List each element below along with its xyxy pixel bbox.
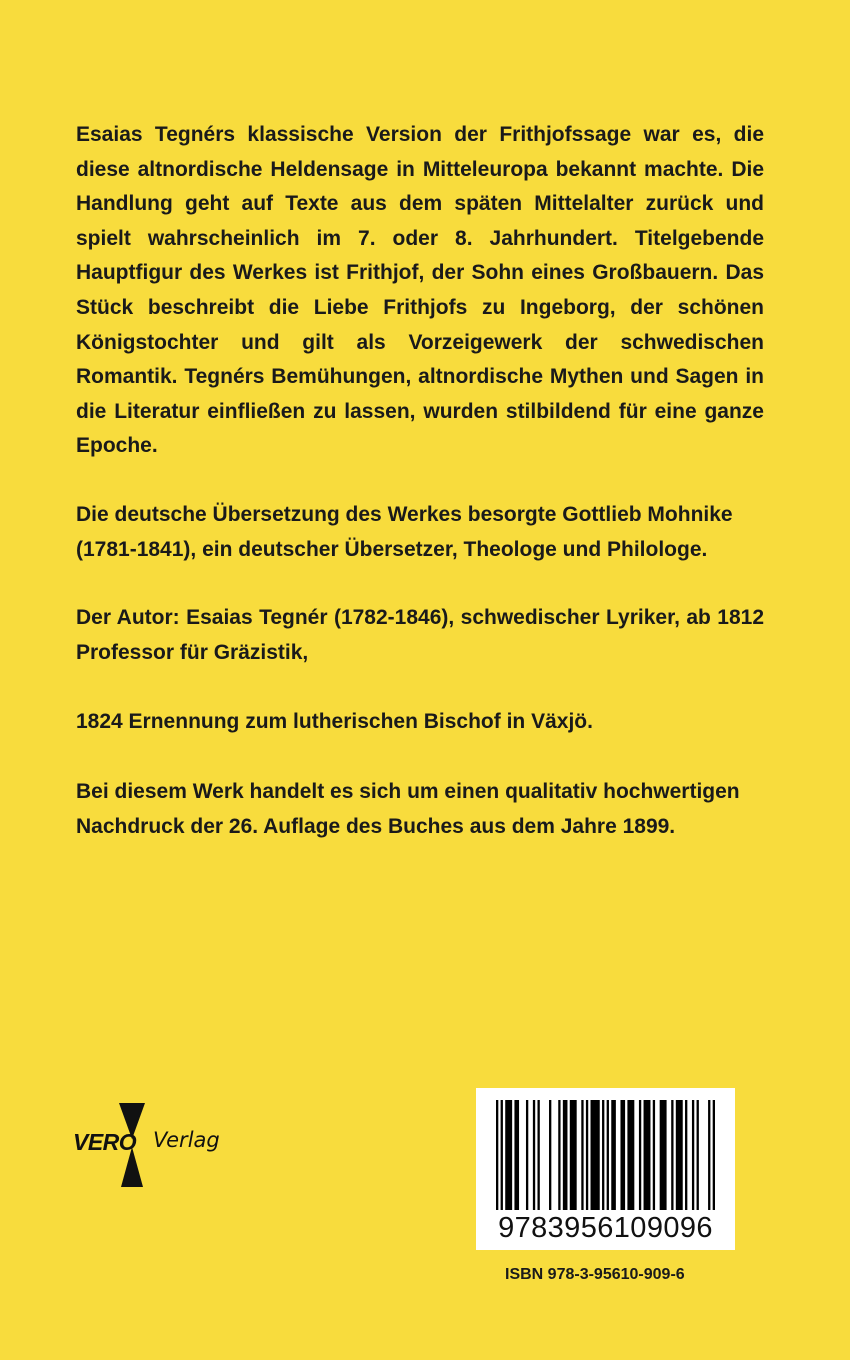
barcode-bar	[620, 1100, 625, 1210]
barcode-bar	[611, 1100, 616, 1210]
barcode-bar	[685, 1100, 687, 1210]
barcode-bar	[526, 1100, 528, 1210]
barcode-bar	[501, 1100, 503, 1210]
barcode-bars	[496, 1100, 715, 1210]
publisher-logo-verlag: Verlag	[153, 1128, 220, 1152]
barcode-bar	[671, 1100, 673, 1210]
blurb-paragraph-bishop: 1824 Ernennung zum lutherischen Bischof in Växjö.	[76, 710, 593, 734]
barcode-bar	[602, 1100, 604, 1210]
blurb-text	[76, 118, 764, 844]
barcode-bar	[549, 1100, 551, 1210]
barcode-bar	[581, 1100, 583, 1210]
barcode-bar	[653, 1100, 655, 1210]
barcode-bar	[697, 1100, 699, 1210]
barcode-bar	[644, 1100, 651, 1210]
barcode-bar	[708, 1100, 710, 1210]
barcode-bar	[496, 1100, 498, 1210]
barcode-bar	[533, 1100, 535, 1210]
barcode-digits: 9783956109096	[498, 1212, 713, 1244]
barcode-bar	[660, 1100, 667, 1210]
barcode-bar	[505, 1100, 512, 1210]
barcode-bar	[570, 1100, 577, 1210]
barcode-bar	[692, 1100, 694, 1210]
blurb-paragraph-synopsis: Esaias Tegnérs klassische Version der Frithjofssage war es, die diese altnordische Heldensage in Mitteleuropa bekannt machte. Die Handlung geht auf Texte aus dem späten Mittelalter zurück und spielt wahrscheinlich im 7. oder 8. Jahrhundert. Titelgebende Hauptfigur des Werkes ist Frithjof, der Sohn eines Großbauern. Das Stück beschreibt die Liebe Frithjofs zu Ingeborg, der schönen Königstochter und gilt als Vorzeigewerk der schwedischen Romantik. Tegnérs Bemühungen, altnordische Mythen und Sagen in die Literatur einfließen zu lassen, wurden stilbildend für eine ganze Epoche.	[76, 123, 764, 458]
barcode-bar	[586, 1100, 588, 1210]
barcode-bar	[563, 1100, 568, 1210]
barcode-bar	[591, 1100, 600, 1210]
barcode-bar	[627, 1100, 634, 1210]
publisher-logo	[73, 1103, 220, 1187]
barcode	[476, 1088, 735, 1250]
barcode-bar	[639, 1100, 641, 1210]
barcode-bar	[537, 1100, 539, 1210]
blurb-paragraph-author: Der Autor: Esaias Tegnér (1782-1846), schwedischer Lyriker, ab 1812 Professor für Gräzistik,	[76, 606, 764, 664]
blurb-paragraph-translation: Die deutsche Übersetzung des Werkes besorgte Gottlieb Mohnike (1781-1841), ein deutscher Übersetzer, Theologe und Philologe.	[76, 502, 733, 561]
publisher-logo-vero: VERO	[73, 1129, 137, 1155]
barcode-bar	[558, 1100, 560, 1210]
barcode-bar	[676, 1100, 683, 1210]
isbn-label: ISBN 978-3-95610-909-6	[505, 1266, 685, 1283]
barcode-bar	[607, 1100, 609, 1210]
barcode-bar	[514, 1100, 519, 1210]
blurb-paragraph-reprint: Bei diesem Werk handelt es sich um einen qualitativ hochwertigen Nachdruck der 26. Auflage des Buches aus dem Jahre 1899.	[76, 779, 740, 838]
barcode-bar	[713, 1100, 715, 1210]
